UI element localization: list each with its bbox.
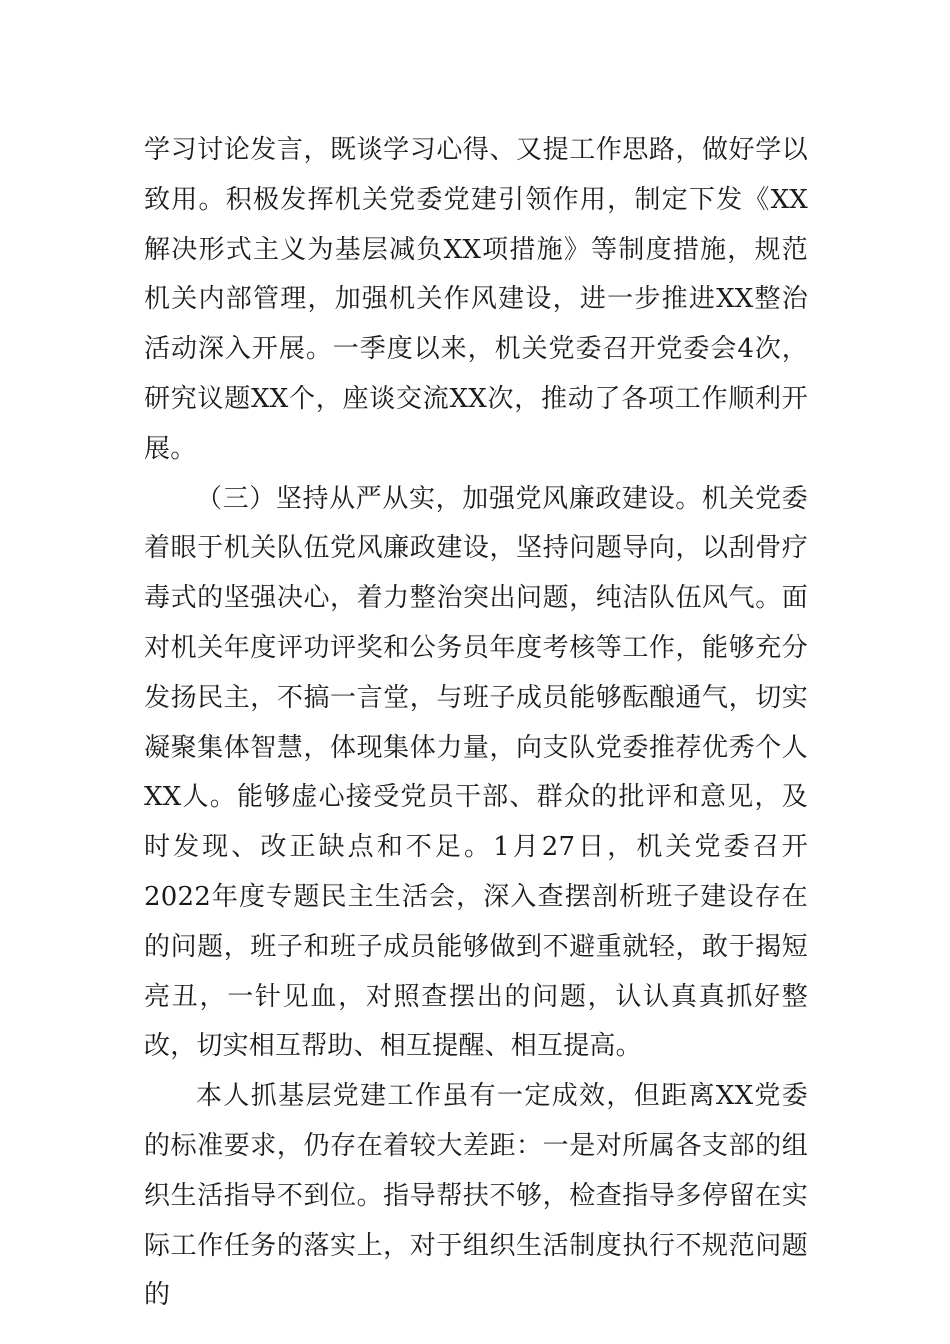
paragraph-continuation: 学习讨论发言，既谈学习心得、又提工作思路，做好学以致用。积极发挥机关党委党建引领作用，制定下发《XX解决形式主义为基层减负XX项措施》等制度措施，规范机关内部管理，加强机关作风建设，进一步推进XX整治活动深入开展。一季度以来，机关党委召开党委会4次，研究议题XX个，座谈交流XX次，推动了各项工作顺利开展。 xyxy=(144,135,808,464)
document-body xyxy=(144,126,808,1321)
paragraph-shortcomings: 本人抓基层党建工作虽有一定成效，但距离XX党委的标准要求，仍存在着较大差距：一是对所属各支部的组织生活指导不到位。指导帮扶不够，检查指导多停留在实际工作任务的落实上，对于组织生活制度执行不规范问题的 xyxy=(144,1081,808,1311)
paragraph-section-three: （三）坚持从严从实，加强党风廉政建设。机关党委着眼于机关队伍党风廉政建设，坚持问题导向，以刮骨疗毒式的坚强决心，着力整治突出问题，纯洁队伍风气。面对机关年度评功评奖和公务员年度考核等工作，能够充分发扬民主，不搞一言堂，与班子成员能够酝酿通气，切实凝聚集体智慧，体现集体力量，向支队党委推荐优秀个人XX人。能够虚心接受党员干部、群众的批评和意见，及时发现、改正缺点和不足。1月27日，机关党委召开2022年度专题民主生活会，深入查摆剖析班子建设存在的问题，班子和班子成员能够做到不避重就轻，敢于揭短亮丑，一针见血，对照查摆出的问题，认认真真抓好整改，切实相互帮助、相互提醒、相互提高。 xyxy=(144,483,808,1062)
